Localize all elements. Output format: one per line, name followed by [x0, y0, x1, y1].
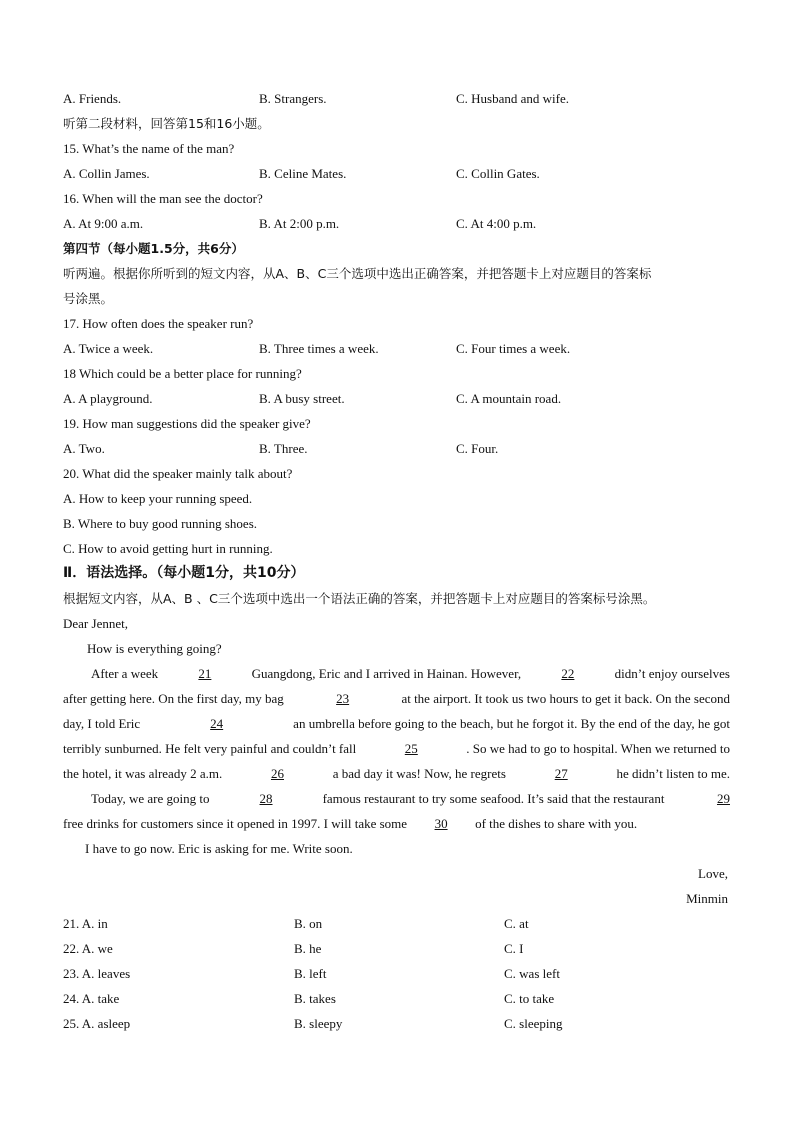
option-a: A. Collin James. — [63, 166, 150, 181]
q16-options — [63, 211, 730, 236]
option-b: B. takes — [294, 991, 336, 1006]
section4-instruction-line1: 听两遍。根据你所听到的短文内容，从A、B、C三个选项中选出正确答案，并把答题卡上对应题目的答案标 — [63, 266, 652, 281]
letter-salutation: Dear Jennet, — [63, 616, 128, 631]
option-a: A. A playground. — [63, 391, 153, 406]
q16-stem: 16. When will the man see the doctor? — [63, 191, 263, 206]
option-b: B. sleepy — [294, 1016, 343, 1031]
option-a: A. Twice a week. — [63, 341, 154, 356]
option-c: C. How to avoid getting hurt in running. — [63, 541, 273, 556]
q14-options — [63, 86, 730, 111]
blank-21: 21 — [198, 666, 212, 681]
option-c: C. at — [504, 916, 529, 931]
blank-28: 28 — [259, 791, 273, 806]
letter-p2-line2: after getting here. On the first day, my bag 23 at the airport. It took us two hours to get it back. On the second — [63, 686, 730, 711]
blank-26: 26 — [270, 766, 284, 781]
option-c: C. Husband and wife. — [456, 91, 570, 106]
option-b: B. A busy street. — [259, 391, 345, 406]
letter-closing: Love, — [698, 866, 728, 881]
option-c: C. Four times a week. — [456, 341, 571, 356]
option-c: C. At 4:00 p.m. — [456, 216, 537, 231]
blank-30: 30 — [434, 816, 448, 831]
q17-options — [63, 336, 730, 361]
q19-stem: 19. How man suggestions did the speaker give? — [63, 416, 311, 431]
q15-options — [63, 161, 730, 186]
option-c: C. was left — [504, 966, 560, 981]
option-a: A. At 9:00 a.m. — [63, 216, 144, 231]
blank-22: 22 — [561, 666, 575, 681]
option-a: A. Friends. — [63, 91, 122, 106]
exam-page — [63, 86, 730, 1036]
option-a: 25. A. asleep — [63, 1016, 131, 1031]
option-b: B. At 2:00 p.m. — [259, 216, 340, 231]
option-c: C. Collin Gates. — [456, 166, 540, 181]
option-b: B. Three. — [259, 441, 308, 456]
letter-paragraph-1: How is everything going? — [87, 641, 222, 656]
option-a: 22. A. we — [63, 941, 113, 956]
letter-p2-line5: the hotel, it was already 2 a.m. 26 a bad day it was! Now, he regrets 27 he didn’t listen to me. — [63, 761, 730, 786]
part2-instruction: 听第二段材料，回答第15和16小题。 — [63, 116, 270, 131]
letter-p3-line2: free drinks for customers since it opened in 1997. I will take some 30 of the dishes to share with you. — [63, 811, 730, 836]
blank-27: 27 — [554, 766, 568, 781]
option-b: B. Three times a week. — [259, 341, 379, 356]
option-a: 24. A. take — [63, 991, 120, 1006]
q22-row — [63, 936, 730, 961]
letter-signature: Minmin — [686, 891, 728, 906]
q18-options — [63, 386, 730, 411]
letter-p2-line1: After a week 21 Guangdong, Eric and I arrived in Hainan. However, 22 didn’t enjoy ourselves — [63, 661, 730, 686]
option-c: C. Four. — [456, 441, 499, 456]
option-b: B. on — [294, 916, 323, 931]
letter-paragraph-4: I have to go now. Eric is asking for me. Write soon. — [85, 841, 353, 856]
q25-row — [63, 1011, 730, 1036]
option-c: C. to take — [504, 991, 555, 1006]
q20-stem: 20. What did the speaker mainly talk about? — [63, 466, 293, 481]
option-b: B. Where to buy good running shoes. — [63, 516, 258, 531]
option-a: 23. A. leaves — [63, 966, 131, 981]
option-a: A. Two. — [63, 441, 105, 456]
q15-stem: 15. What’s the name of the man? — [63, 141, 235, 156]
blank-29: 29 — [716, 791, 730, 806]
q19-options — [63, 436, 730, 461]
blank-24: 24 — [210, 716, 224, 731]
option-c: C. sleeping — [504, 1016, 563, 1031]
q21-row — [63, 911, 730, 936]
option-a: A. How to keep your running speed. — [63, 491, 253, 506]
option-b: B. left — [294, 966, 327, 981]
option-c: C. I — [504, 941, 524, 956]
option-a: 21. A. in — [63, 916, 108, 931]
q24-row — [63, 986, 730, 1011]
grammar-instruction: 根据短文内容，从A、B 、C三个选项中选出一个语法正确的答案，并把答题卡上对应题目的答案标号涂黑。 — [63, 591, 656, 606]
letter-p2-line4: terribly sunburned. He felt very painful and couldn’t fall 25 . So we had to go to hospital. When we returned to — [63, 736, 730, 761]
blank-23: 23 — [336, 691, 350, 706]
letter-p3-line1: Today, we are going to 28 famous restaurant to try some seafood. It’s said that the restaurant 29 — [63, 786, 730, 811]
section4-title: 第四节（每小题1.5分，共6分） — [63, 241, 244, 256]
option-b: B. Strangers. — [259, 91, 327, 106]
section4-instruction-line2: 号涂黑。 — [63, 291, 114, 306]
blank-25: 25 — [404, 741, 418, 756]
q18-stem: 18 Which could be a better place for running? — [63, 366, 302, 381]
q23-row — [63, 961, 730, 986]
letter-p2-line3: day, I told Eric 24 an umbrella before going to the beach, but he forgot it. By the end of the day, he got — [63, 711, 730, 736]
option-b: B. he — [294, 941, 322, 956]
grammar-section-title: Ⅱ．语法选择。（每小题1分，共10分） — [63, 565, 305, 581]
option-c: C. A mountain road. — [456, 391, 562, 406]
option-b: B. Celine Mates. — [259, 166, 347, 181]
q17-stem: 17. How often does the speaker run? — [63, 316, 254, 331]
